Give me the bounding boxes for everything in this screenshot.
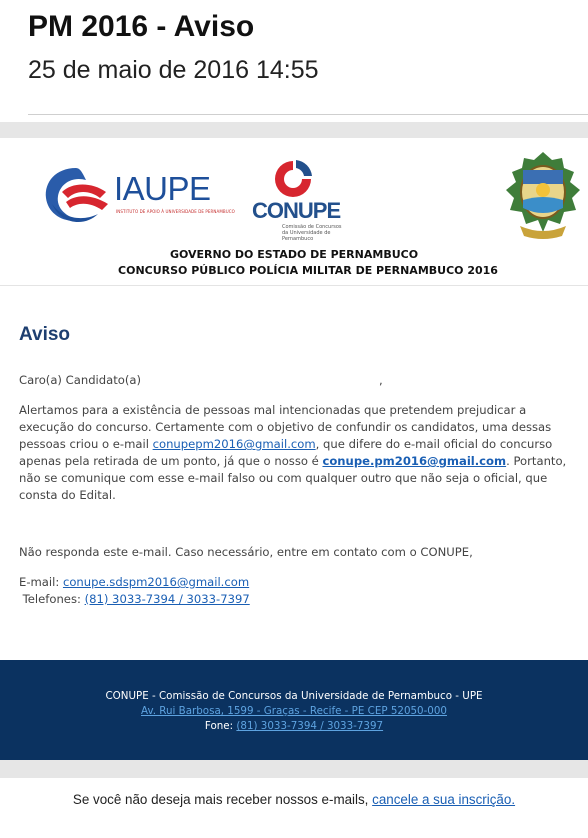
phones-line: [19, 591, 250, 608]
email-header: [0, 0, 588, 122]
contact-email-line: [19, 574, 249, 591]
conupe-ring-icon: [272, 158, 314, 200]
body-line-4-end: . Portanto,: [506, 454, 567, 468]
notice-heading: Aviso: [19, 324, 71, 345]
email-body: [0, 286, 588, 658]
email-banner: [0, 138, 588, 286]
email-subject: PM 2016 - Aviso: [28, 10, 255, 43]
contact-email-link[interactable]: conupe.sdspm2016@gmail.com: [62, 575, 250, 589]
bottom-gray-band: [0, 760, 588, 778]
body-line-1: Alertamos para a existência de pessoas mal intencionadas que pretendem prejudicar a: [19, 403, 527, 417]
body-line-4: [19, 453, 566, 470]
body-line-3-end: , que difere do e-mail oficial do concurso: [315, 437, 553, 451]
pernambuco-coat-of-arms-icon: [500, 150, 586, 240]
iaupe-logo-subtext: INSTITUTO DE APOIO À UNIVERSIDADE DE PERNAMBUCO: [116, 209, 235, 214]
footer-address-link[interactable]: Av. Rui Barbosa, 1599 - Graças - Recife - PE CEP 52050-000: [141, 705, 447, 717]
greeting-comma: ,: [379, 373, 383, 387]
conupe-logo: [250, 158, 350, 240]
body-line-6: consta do Edital.: [19, 488, 116, 502]
fake-email-link[interactable]: conupepm2016@gmail.com: [152, 437, 316, 451]
unsubscribe-line: [0, 792, 588, 807]
conupe-logo-text: CONUPE: [252, 198, 341, 223]
footer-phone-link[interactable]: (81) 3033-7394 / 3033-7397: [236, 720, 384, 732]
gov-line-1: GOVERNO DO ESTADO DE PERNAMBUCO: [169, 248, 419, 261]
conupe-logo-subtext: Comissão de Concursos da Universidade de Pernambuco: [282, 224, 342, 242]
body-line-5: não se comunique com esse e-mail falso ou com qualquer outro que não seja o oficial, que: [19, 471, 548, 485]
header-divider: [28, 114, 588, 115]
greeting-text: Caro(a) Candidato(a): [19, 373, 142, 387]
top-gray-band: [0, 122, 588, 138]
footer-phone-line: [0, 720, 588, 732]
body-line-3-start: pessoas criou o e-mail: [19, 437, 153, 451]
unsubscribe-text: Se você não deseja mais receber nossos e-mails,: [72, 792, 373, 807]
footer-org: CONUPE - Comissão de Concursos da Universidade de Pernambuco - UPE: [105, 690, 483, 702]
phones-label: Telefones:: [19, 592, 85, 606]
unsubscribe-link[interactable]: cancele a sua inscrição.: [372, 792, 516, 807]
email-date: 25 de maio de 2016 14:55: [28, 56, 319, 84]
greeting: [19, 372, 383, 389]
body-line-2: execução do concurso. Certamente com o objetivo de confundir os candidatos, uma dessas: [19, 420, 552, 434]
iaupe-swoosh-icon: [42, 164, 112, 226]
iaupe-logo: [42, 164, 235, 226]
body-line-4-start: apenas pela retirada de um ponto, já que o nosso é: [19, 454, 323, 468]
redacted-name: [141, 372, 379, 386]
iaupe-logo-text: IAUPE: [114, 170, 211, 207]
email-footer: [0, 660, 588, 760]
no-reply-notice: Não responda este e-mail. Caso necessário, entre em contato com o CONUPE,: [19, 545, 473, 559]
footer-phone-label: Fone:: [204, 720, 237, 732]
official-email-link[interactable]: conupe.pm2016@gmail.com: [322, 454, 507, 468]
contact-email-label: E-mail:: [19, 575, 63, 589]
gov-line-2: CONCURSO PÚBLICO POLÍCIA MILITAR DE PERNAMBUCO 2016: [118, 264, 498, 277]
phones-link[interactable]: (81) 3033-7394 / 3033-7397: [84, 592, 250, 606]
footer-address-line: [0, 705, 588, 717]
body-line-3: [19, 436, 552, 453]
